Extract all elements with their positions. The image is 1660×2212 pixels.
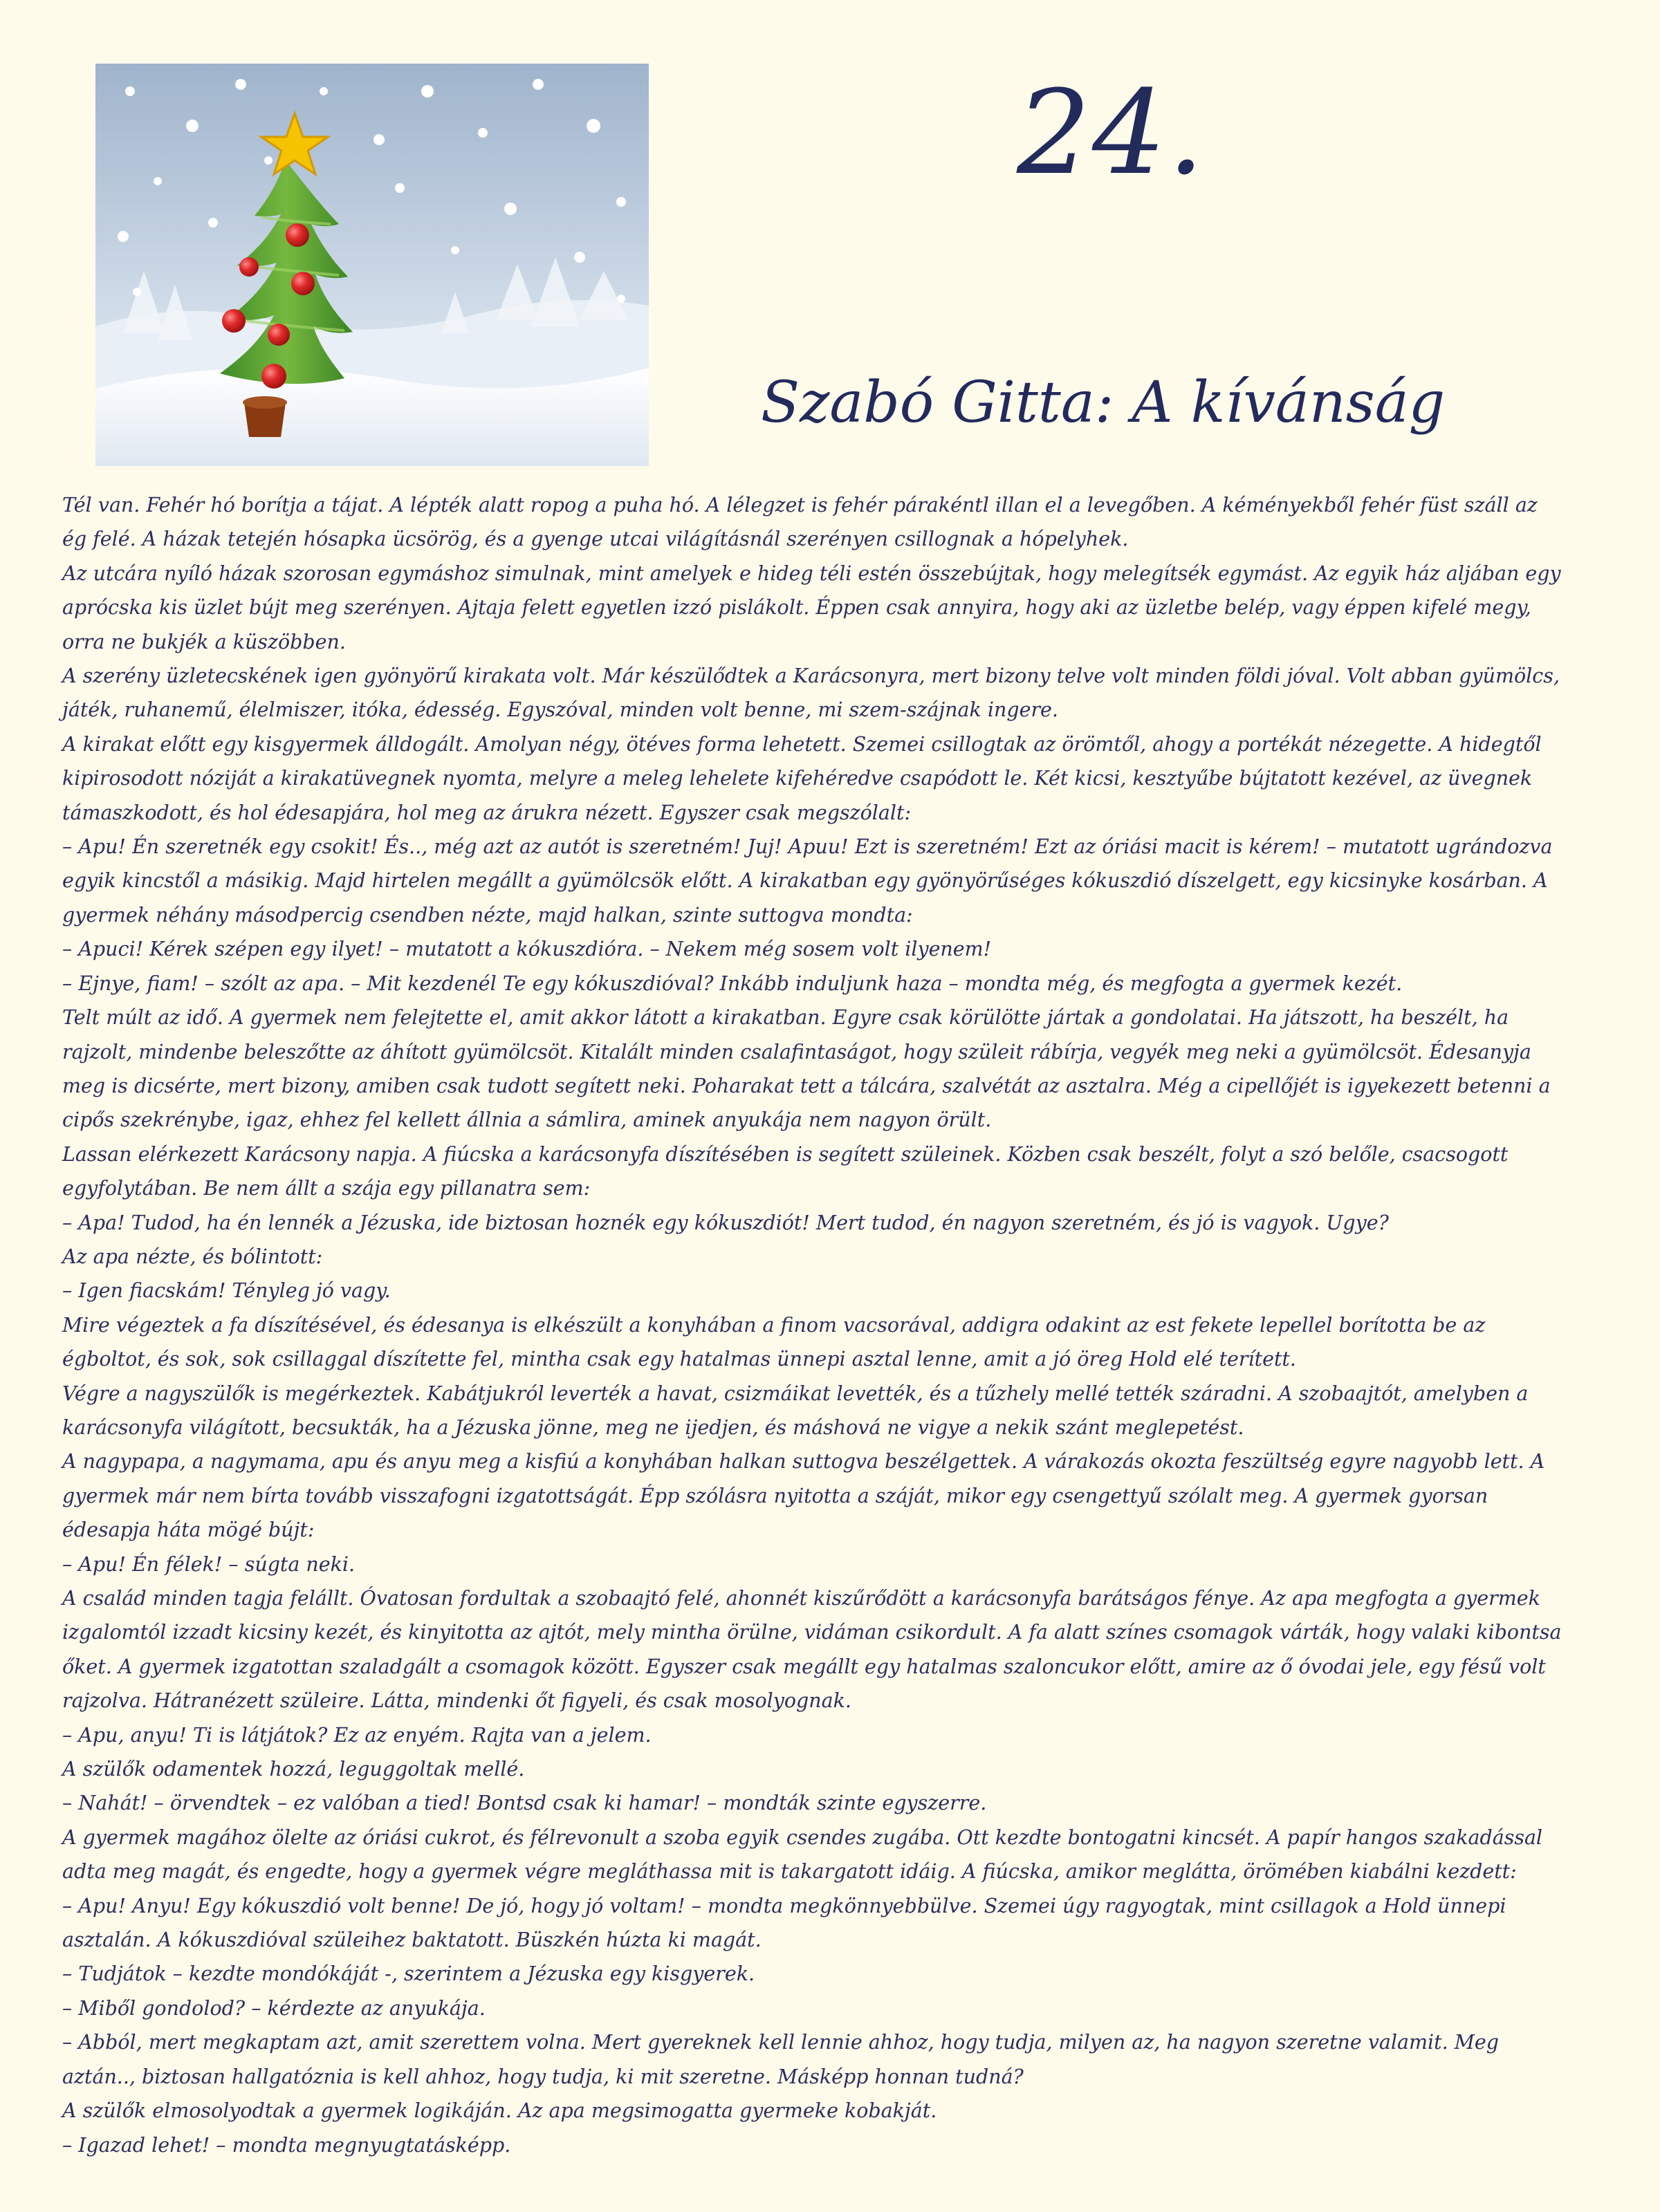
story-paragraph: Telt múlt az idő. A gyermek nem felejtette el, amit akkor látott a kirakatban. Egyre csak körülötte jártak a gondolatai. Ha játszott, ha beszélt, ha rajzolt, mindenbe beleszőtte az áhított gyümölcsöt. Kitalált minden csalafintaságot, hogy szüleit rábírja, vegyék meg neki a gyümölcsöt. Édesanyja meg is dicsérte, mert bizony, amiben csak tudott segített neki. Poharakat tett a tálcára, szalvétát az asztalra. Még a cipellőjét is igyekezett betenni a cipős szekrénybe, igaz, ehhez fel kellett állnia a sámlira, aminek anyukája nem nagyon örült. xyxy=(62,1006,1551,1132)
story-paragraph: – Abból, mert megkaptam azt, amit szerettem volna. Mert gyereknek kell lennie ahhoz, hogy tudja, milyen az, ha nagyon szeretne valamit. Meg aztán.., biztosan hallgatóznia is kell ahhoz, hogy tudja, ki mit szeretne. Másképp honnan tudná? xyxy=(62,2031,1500,2088)
story-paragraph: – Miből gondolod? – kérdezte az anyukája. xyxy=(62,1996,486,2020)
story-paragraph: – Ejnye, fiam! – szólt az apa. – Mit kezdenél Te egy kókuszdióval? Inkább induljunk haza – mondta még, és megfogta a gyermek kezét. xyxy=(62,972,1403,995)
story-paragraph: A szülők odamentek hozzá, leguggoltak mellé. xyxy=(62,1758,525,1781)
story-paragraph: – Igazad lehet! – mondta megnyugtatásképp. xyxy=(62,2133,511,2157)
story-paragraph: Mire végeztek a fa díszítésével, és édesanya is elkészült a konyhában a finom vacsorával, addigra odakint az est fekete lepellel borította be az égboltot, és sok, sok csillaggal díszítette fel, mintha csak egy hatalmas ünnepi asztal lenne, amit a jó öreg Hold elé terített. xyxy=(62,1313,1486,1371)
day-number: 24. xyxy=(1017,65,1206,201)
story-paragraph: A szerény üzletecskének igen gyönyörű kirakata volt. Már készülődtek a Karácsonyra, mert bizony telve volt minden földi jóval. Volt abban gyümölcs, játék, ruhanemű, élelmiszer, itóka, édesség. Egyszóval, minden volt benne, mi szem-szájnak ingere. xyxy=(62,664,1560,722)
story-paragraph: A szülők elmosolyodtak a gyermek logikáján. Az apa megsimogatta gyermeke kobakját. xyxy=(62,2099,937,2123)
story-paragraph: – Apu! Én félek! – súgta neki. xyxy=(62,1552,356,1576)
story-paragraph: – Apu! Anyu! Egy kókuszdió volt benne! De jó, hogy jó voltam! – mondta megkönnyebbülve. Szemei úgy ragyogtak, mint csillagok a Hold ünnepi asztalán. A kókuszdióval szüleihez baktatott. Büszkén húzta ki magát. xyxy=(62,1894,1506,1952)
story-paragraph: – Apa! Tudod, ha én lennék a Jézuska, ide biztosan hoznék egy kókuszdiót! Mert tudod, én nagyon szeretném, és jó is vagyok. Ugye? xyxy=(62,1211,1389,1234)
story-paragraph: Az apa nézte, és bólintott: xyxy=(62,1245,323,1268)
story-paragraph: – Apuci! Kérek szépen egy ilyet! – mutatott a kókuszdióra. – Nekem még sosem volt ilyenem! xyxy=(62,938,992,961)
story-paragraph: – Tudjátok – kezdte mondókáját -, szerintem a Jézuska egy kisgyerek. xyxy=(62,1962,755,1986)
story-paragraph: – Nahát! – örvendtek – ez valóban a tied! Bontsd csak ki hamar! – mondták szinte egyszerre. xyxy=(62,1792,987,1815)
christmas-tree-illustration xyxy=(95,64,649,466)
story-paragraph: A gyermek magához ölelte az óriási cukrot, és félrevonult a szoba egyik csendes zugába. Ott kezdte bontogatni kincsét. A papír hangos szakadással adta meg magát, és engedte, hogy a gyermek végre megláthassa mit is takargatott idáig. A fiúcska, amikor meglátta, örömében kiabálni kezdett: xyxy=(62,1825,1543,1884)
story-title: Szabó Gitta: A kívánság xyxy=(761,370,1446,436)
story-paragraph: Tél van. Fehér hó borítja a tájat. A lépték alatt ropog a puha hó. A lélegzet is fehér párakéntl illan el a levegőben. A kéményekből fehér füst száll az ég felé. A házak tetején hósapka ücsörög, és a gyenge utcai világításnál szerényen csillognak a hópelyhek. xyxy=(62,494,1538,551)
story-paragraph: – Apu! Én szeretnék egy csokit! És.., még azt az autót is szeretném! Juj! Apuu! Ezt is szeretném! Ezt az óriási macit is kérem! – mutatott ugrándozva egyik kincstől a másikig. Majd hirtelen megállt a gyümölcsök előtt. A kirakatban egy gyönyörűséges kókuszdió díszelgett, egy kicsinyke kosárban. A gyermek néhány másodpercig csendben nézte, majd halkan, szinte suttogva mondta: xyxy=(62,835,1553,927)
story-paragraph: A kirakat előtt egy kisgyermek álldogált. Amolyan négy, ötéves forma lehetett. Szemei csillogtak az örömtől, ahogy a portékát nézegette. A hidegtől kipirosodott nóziját a kirakatüvegnek nyomta, melyre a meleg lehelete kifehéredve csapódott le. Két kicsi, kesztyűbe bújtatott kezével, az üvegnek támaszkodott, és hol édesapjára, hol meg az árukra nézett. Egyszer csak megszólalt: xyxy=(62,732,1542,824)
story-body xyxy=(62,488,1563,2162)
story-paragraph: Végre a nagyszülők is megérkeztek. Kabátjukról leverték a havat, csizmáikat levették, és a tűzhely mellé tették száradni. A szobaajtót, amelyben a karácsonyfa világított, becsukták, ha a Jézuska jönne, meg ne ijedjen, és máshová ne vigye a nekik szánt meglepetést. xyxy=(62,1382,1529,1439)
story-paragraph: A nagypapa, a nagymama, apu és anyu meg a kisfiú a konyhában halkan suttogva beszélgettek. A várakozás okozta feszültség egyre nagyobb lett. A gyermek már nem bírta tovább visszafogni izgatottságát. Épp szólásra nyitotta a száját, mikor egy csengettyű szólalt meg. A gyermek gyorsan édesapja háta mögé bújt: xyxy=(62,1450,1545,1542)
story-paragraph: – Igen fiacskám! Tényleg jó vagy. xyxy=(62,1279,391,1303)
story-paragraph: Az utcára nyíló házak szorosan egymáshoz simulnak, mint amelyek e hideg téli estén összebújtak, hogy melegítsék egymást. Az egyik ház aljában egy aprócska kis üzlet bújt meg szerényen. Ajtaja felett egyetlen izzó pislákolt. Éppen csak annyira, hogy aki az üzletbe belép, vagy éppen kifelé megy, orra ne bukjék a küszöbben. xyxy=(62,561,1561,653)
christmas-tree-icon xyxy=(95,64,649,466)
story-paragraph: – Apu, anyu! Ti is látjátok? Ez az enyém. Rajta van a jelem. xyxy=(62,1723,652,1747)
story-paragraph: Lassan elérkezett Karácsony napja. A fiúcska a karácsonyfa díszítésében is segített szüleinek. Közben csak beszélt, folyt a szó belőle, csacsogott egyfolytában. Be nem állt a szája egy pillanatra sem: xyxy=(62,1142,1509,1200)
story-paragraph: A család minden tagja felállt. Óvatosan fordultak a szobaajtó felé, ahonnét kiszűrődött a karácsonyfa barátságos fénye. Az apa megfogta a gyermek izgalomtól izzadt kicsiny kezét, és kinyitotta az ajtót, mely mintha örülne, vidáman csikordult. A fa alatt színes csomagok várták, hogy valaki kibontsa őket. A gyermek izgatottan szaladgált a csomagok között. Egyszer csak megállt egy hatalmas szaloncukor előtt, amire az ő óvodai jele, egy fésű volt rajzolva. Hátranézett szüleire. Látta, mindenki őt figyeli, és csak mosolyognak. xyxy=(62,1587,1562,1713)
